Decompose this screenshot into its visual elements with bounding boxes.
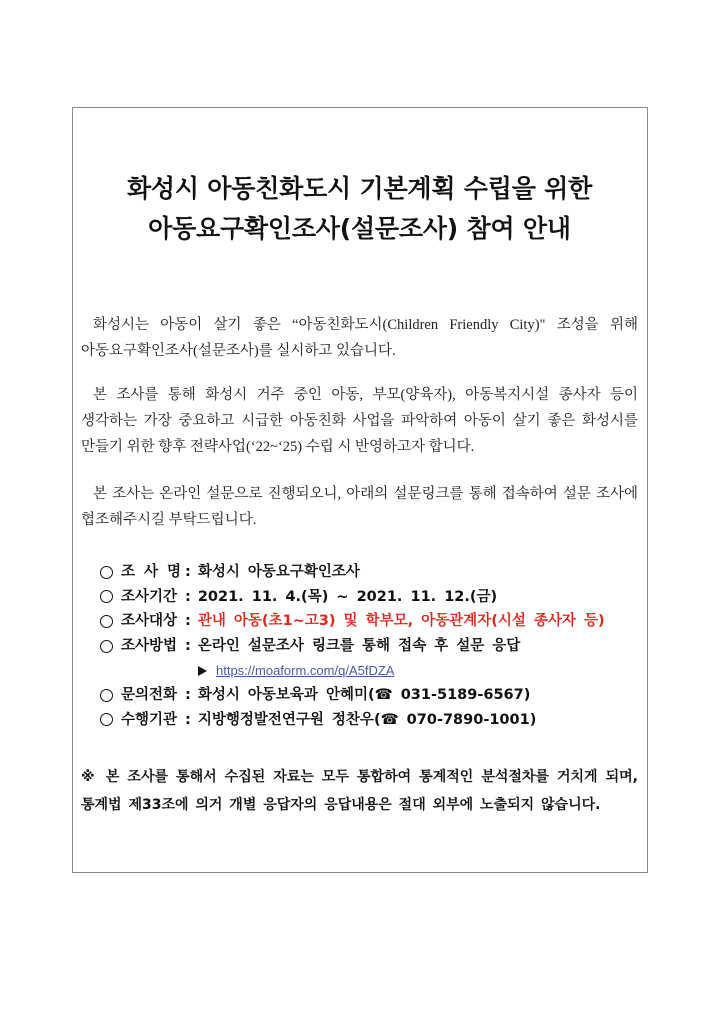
paragraph-line: 만들기 위한 향후 전략사업(‘22~‘25) 수립 시 반영하고자 합니다. xyxy=(81,439,475,455)
info-separator: : xyxy=(185,711,191,728)
title-line-1: 화성시 아동친화도시 기본계획 수립을 위한 xyxy=(126,174,593,203)
info-label: 조사기간 xyxy=(121,588,178,605)
page-title xyxy=(81,169,638,249)
purpose-paragraph xyxy=(81,382,638,460)
paragraph-line: 본 조사를 통해 화성시 거주 중인 아동, 부모(양육자), 아동복지시설 종사자 등이 xyxy=(93,387,638,403)
paragraph-line: 생각하는 가장 중요하고 시급한 아동친화 사업을 파악하여 아동이 살기 좋은 화성시를 xyxy=(81,413,638,429)
info-separator: : xyxy=(185,588,191,605)
info-separator: : xyxy=(185,613,191,630)
notice-line: 통계법 제33조에 의거 개별 응답자의 응답내용은 절대 외부에 노출되지 않습니다. xyxy=(81,797,601,814)
info-value: 지방행정발전연구원 정찬우(☎ 070-7890-1001) xyxy=(197,711,537,728)
circle-bullet-icon xyxy=(100,713,113,726)
circle-bullet-icon xyxy=(100,590,113,603)
paragraph-line: 본 조사는 온라인 설문으로 진행되오니, 아래의 설문링크를 통해 접속하여 설문 조사에 xyxy=(93,486,638,502)
info-item-survey-name xyxy=(81,560,638,585)
info-value: 화성시 아동보육과 안혜미(☎ 031-5189-6567) xyxy=(197,686,531,703)
info-item-conducting-agency xyxy=(81,708,638,733)
circle-bullet-icon xyxy=(100,615,113,628)
info-value: 화성시 아동요구확인조사 xyxy=(197,564,360,580)
intro-paragraph xyxy=(81,312,638,364)
play-arrow-icon xyxy=(198,666,207,676)
info-label: 수행기관 xyxy=(121,711,178,728)
survey-link[interactable]: https://moaform.com/q/A5fDZA xyxy=(216,663,395,679)
info-separator: : xyxy=(185,564,191,580)
info-label: 조사대상 xyxy=(121,613,178,630)
paragraph-line: 화성시는 아동이 살기 좋은 “아동친화도시(Children Friendly City)" 조성을 위해 xyxy=(93,317,638,333)
info-item-survey-target xyxy=(81,609,638,634)
privacy-notice xyxy=(81,763,638,819)
title-line-2: 아동요구확인조사(설문조사) 참여 안내 xyxy=(148,214,571,243)
info-label: 문의전화 xyxy=(121,686,178,703)
info-value: 온라인 설문조사 링크를 통해 접속 후 설문 응답 xyxy=(197,637,521,654)
info-item-contact xyxy=(81,683,638,708)
info-value-highlighted: 관내 아동(초1~고3) 및 학부모, 아동관계자(시설 종사자 등) xyxy=(197,613,605,630)
circle-bullet-icon xyxy=(100,566,113,579)
info-item-survey-period xyxy=(81,585,638,610)
paragraph-line: 협조해주시길 부탁드립니다. xyxy=(81,512,257,528)
circle-bullet-icon xyxy=(100,640,113,653)
notice-line: ※ 본 조사를 통해서 수집된 자료는 모두 통합하여 통계적인 분석절차를 거치게 되며, xyxy=(81,769,638,786)
info-value: 2021. 11. 4.(목) ~ 2021. 11. 12.(금) xyxy=(197,588,498,605)
circle-bullet-icon xyxy=(100,689,113,702)
notice-frame xyxy=(72,107,648,873)
survey-link-row xyxy=(81,658,638,683)
request-paragraph xyxy=(81,481,638,533)
info-label: 조 사 명 xyxy=(121,564,181,580)
survey-info-list xyxy=(81,560,638,732)
info-separator: : xyxy=(185,686,191,703)
info-item-survey-method xyxy=(81,634,638,659)
info-separator: : xyxy=(185,637,191,654)
info-label: 조사방법 xyxy=(121,637,178,654)
paragraph-line: 아동요구확인조사(설문조사)를 실시하고 있습니다. xyxy=(81,343,396,359)
